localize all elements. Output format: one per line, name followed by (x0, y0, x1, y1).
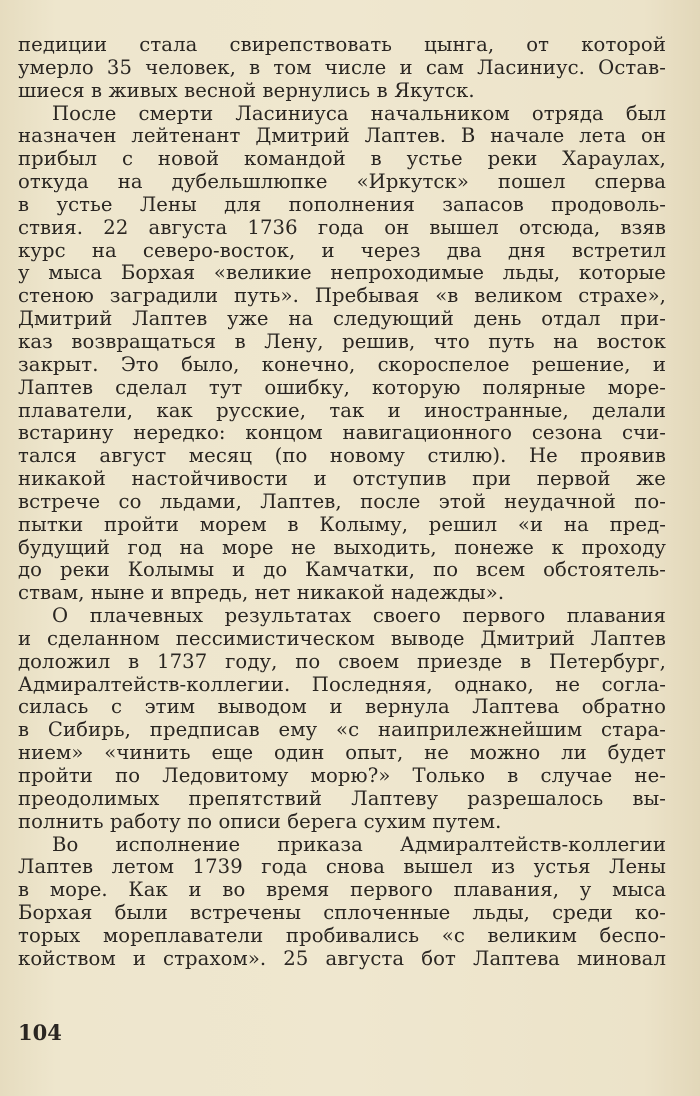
text-line: закрыт. Это было, конечно, скороспелое решение, и (18, 352, 666, 376)
text-line: преодолимых препятствий Лаптеву разрешалось вы- (18, 786, 666, 810)
text-line: откуда на дубельшлюпке «Иркутск» пошел сперва (18, 170, 666, 194)
text-line: Адмиралтейств-коллегии. Последняя, однако, не согла- (18, 672, 666, 696)
text-line: прибыл с новой командой в устье реки Хараулах, (18, 147, 666, 171)
text-line: Лаптев сделал тут ошибку, которую полярные море- (18, 375, 666, 399)
text-line: педиции стала свирепствовать цынга, от которой (18, 33, 666, 56)
text-line: После смерти Ласиниуса начальником отряда был (52, 101, 666, 125)
text-line: Во исполнение приказа Адмиралтейств-коллегии (52, 832, 666, 856)
text-line: в Сибирь, предписав ему «с наиприлежнейшим стара- (18, 718, 666, 742)
text-line: каз возвращаться в Лену, решив, что путь на восток (18, 329, 666, 353)
text-line: силась с этим выводом и вернула Лаптева обратно (18, 695, 666, 719)
text-line: в море. Как и во время первого плавания, у мыса (18, 878, 666, 902)
text-line: ствам, ныне и впредь, нет никакой надежды». (18, 581, 505, 605)
text-line: ствия. 22 августа 1736 года он вышел отсюда, взяв (18, 215, 666, 239)
page-number: 104 (18, 1020, 62, 1045)
text-line: О плачевных результатах своего первого плавания (52, 604, 666, 628)
text-line: пройти по Ледовитому морю?» Только в случае не- (18, 764, 666, 787)
text-line: нием» «чинить еще один опыт, не можно ли будет (18, 741, 666, 765)
body-text (18, 34, 666, 971)
text-line: койством и страхом». 25 августа бот Лаптева миновал (18, 946, 666, 970)
text-line: стеною заградили путь». Пребывая «в великом страхе», (18, 284, 666, 308)
text-line: плаватели, как русские, так и иностранные, делали (18, 398, 666, 422)
text-line: шиеся в живых весной вернулись в Якутск. (18, 78, 475, 102)
text-line: и сделанном пессимистическом выводе Дмитрий Лаптев (18, 626, 666, 650)
text-line: в устье Лены для пополнения запасов продоволь- (18, 192, 666, 216)
text-line: умерло 35 человек, в том числе и сам Ласиниус. Остав- (18, 55, 666, 79)
text-line: никакой настойчивости и отступив при первой же (18, 467, 666, 491)
text-line: торых мореплаватели пробивались «с великим беспо- (18, 923, 666, 947)
text-line: назначен лейтенант Дмитрий Лаптев. В начале лета он (18, 124, 666, 148)
text-line: пытки пройти морем в Колыму, решил «и на пред- (18, 512, 666, 536)
text-line: доложил в 1737 году, по своем приезде в Петербург, (18, 649, 666, 673)
text-line: тался август месяц (по новому стилю). Не проявив (18, 444, 666, 468)
text-line: полнить работу по описи берега сухим путем. (18, 809, 502, 833)
text-line: Лаптев летом 1739 года снова вышел из устья Лены (18, 855, 666, 879)
text-line: Борхая были встречены сплоченные льды, среди ко- (18, 901, 666, 925)
text-line: у мыса Борхая «великие непроходимые льды, которые (18, 261, 666, 285)
text-line: курс на северо-восток, и через два дня встретил (18, 238, 666, 262)
text-line: встарину нередко: концом навигационного сезона счи- (18, 421, 666, 445)
text-line: встрече со льдами, Лаптев, после этой неудачной по- (18, 489, 666, 513)
text-line: Дмитрий Лаптев уже на следующий день отдал при- (18, 307, 666, 331)
text-line: до реки Колымы и до Камчатки, по всем обстоятель- (18, 558, 666, 582)
text-line: будущий год на море не выходить, понеже к проходу (18, 535, 666, 559)
